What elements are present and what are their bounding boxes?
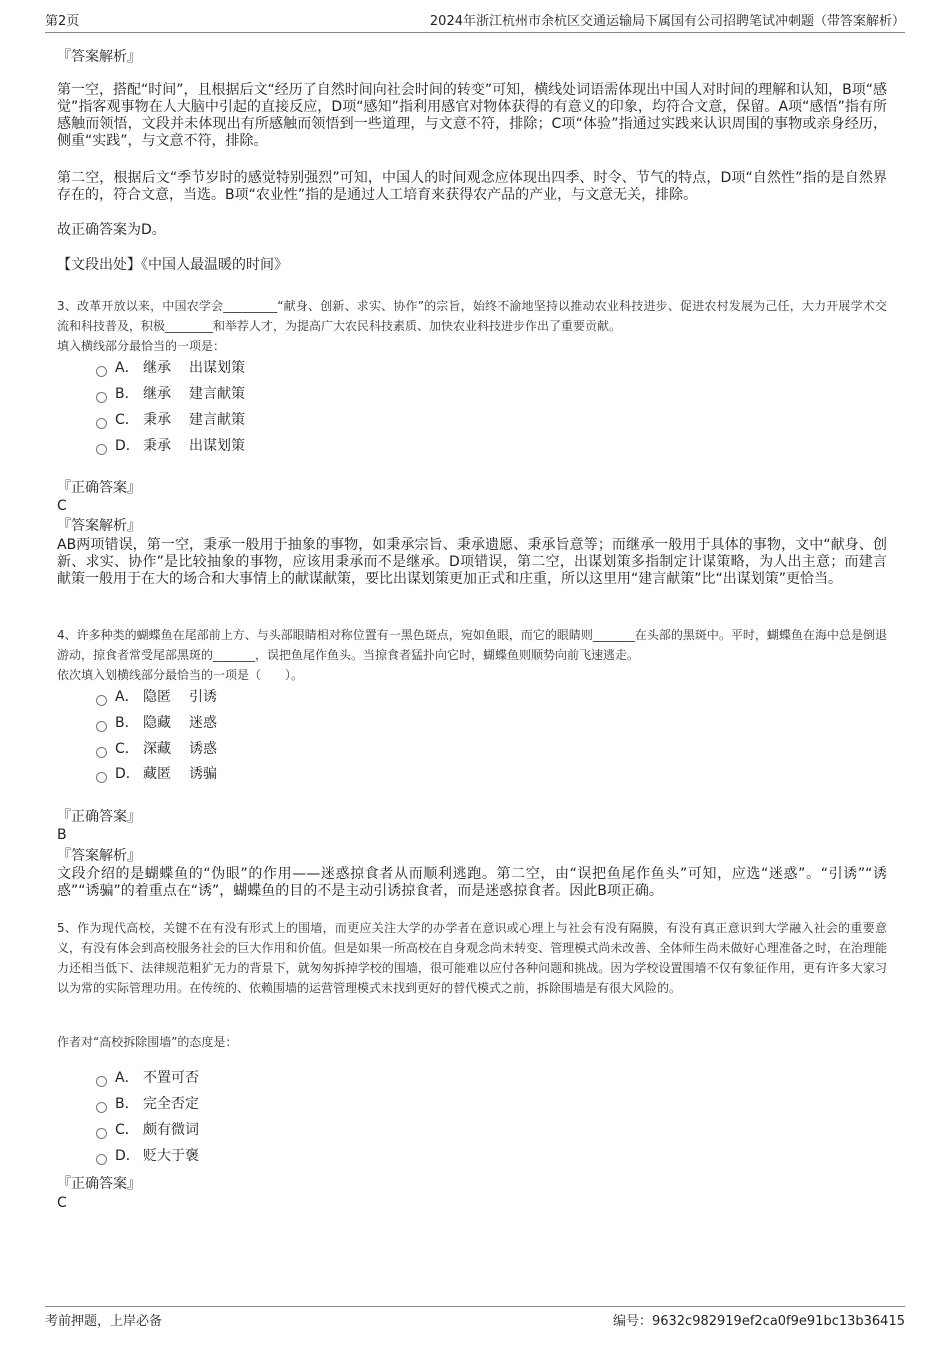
q3-option-d[interactable]: D． 秉承 出谋划策 <box>96 436 245 456</box>
footer-slogan: 考前押题，上岸必备 <box>45 1314 163 1329</box>
q5-option-b[interactable]: B． 完全否定 <box>96 1094 199 1114</box>
q3-answer: C <box>57 498 67 514</box>
radio-icon[interactable] <box>96 1076 107 1087</box>
q2-analysis-label: 『答案解析』 <box>57 49 141 65</box>
document-title: 2024年浙江杭州市余杭区交通运输局下属国有公司招聘笔试冲刺题（带答案解析） <box>429 14 905 29</box>
radio-icon[interactable] <box>96 1128 107 1139</box>
q2-analysis-paragraph-2: 第二空，根据后文“季节岁时的感觉特别强烈”可知，中国人的时间观念应体现出四季、时令、节气的特点，D项“自然性”指的是自然界存在的，符合文意，当选。B项“农业性”指的是通过人工培育来获得农产品的产业，与文意无关，排除。 <box>57 170 887 203</box>
radio-icon[interactable] <box>96 1154 107 1165</box>
page-number: 第2页 <box>45 14 80 29</box>
q5-answer: C <box>57 1195 67 1211</box>
radio-icon[interactable] <box>96 747 107 758</box>
radio-icon[interactable] <box>96 418 107 429</box>
q5-option-a[interactable]: A． 不置可否 <box>96 1068 199 1088</box>
q5-answer-label: 『正确答案』 <box>57 1176 141 1192</box>
q3-analysis-label: 『答案解析』 <box>57 518 141 534</box>
q3-option-a[interactable]: A． 继承 出谋划策 <box>96 358 245 378</box>
q3-option-c[interactable]: C． 秉承 建言献策 <box>96 410 245 430</box>
q4-prompt: 依次填入划横线部分最恰当的一项是（ ）。 <box>57 668 304 682</box>
q5-option-c[interactable]: C． 颇有微词 <box>96 1120 199 1140</box>
q4-answer-label: 『正确答案』 <box>57 809 141 825</box>
q3-analysis: AB两项错误，第一空，秉承一般用于抽象的事物，如秉承宗旨、秉承遗愿、秉承旨意等；而继承一般用于具体的事物，文中“献身、创新、求实、协作”是比较抽象的事物，应该用秉承而不是继承。D项错误，第二空，出谋划策多指制定计谋策略，为人出主意；而建言献策一般用于在大的场合和大事情上的献谋献策，要比出谋划策更加正式和庄重，所以这里用“建言献策”比“出谋划策”更恰当。 <box>57 537 887 587</box>
q5-stem: 5、作为现代高校，关键不在有没有形式上的围墙，而更应关注大学的办学者在意识或心理上与社会有没有隔膜，有没有真正意识到大学融入社会的重要意义，有没有体会到高校服务社会的巨大作用和价值。但是如果一所高校在自身观念尚未转变、管理模式尚未改善、全体师生尚未做好心理准备之时，在治理能力还相当低下、法律规范粗犷无力的背景下，就匆匆拆掉学校的围墙，很可能难以应付各种问题和挑战。因为学校设置围墙不仅有象征作用，更有许多大家习以为常的实际管理功用。在传统的、依赖围墙的运营管理模式未找到更好的替代模式之前，拆除围墙是有很大风险的。 <box>57 921 887 995</box>
q3-option-b[interactable]: B． 继承 建言献策 <box>96 384 245 404</box>
document-id: 编号：9632c982919ef2ca0f9e91bc13b36415 <box>612 1314 905 1329</box>
q4-stem: 4、许多种类的蝴蝶鱼在尾部前上方、与头部眼睛相对称位置有一黑色斑点，宛如鱼眼，而它的眼睛则_______在头部的黑斑中。平时，蝴蝶鱼在海中总是倒退游动，掠食者常受尾部黑斑的_______，误把鱼尾作鱼头。当掠食者猛扑向它时，蝴蝶鱼则顺势向前飞速逃走。 <box>57 628 887 662</box>
q2-conclusion: 故正确答案为D。 <box>57 222 166 238</box>
q4-option-b[interactable]: B． 隐藏 迷惑 <box>96 713 217 733</box>
radio-icon[interactable] <box>96 721 107 732</box>
radio-icon[interactable] <box>96 695 107 706</box>
q4-answer: B <box>57 827 67 843</box>
q3-stem: 3、改革开放以来，中国农学会_________“献身、创新、求实、协作”的宗旨，始终不渝地坚持以推动农业科技进步、促进农村发展为己任，大力开展学术交流和科技普及，积极________和举荐人才，为提高广大农民科技素质、加快农业科技进步作出了重要贡献。 <box>57 299 887 333</box>
radio-icon[interactable] <box>96 772 107 783</box>
radio-icon[interactable] <box>96 444 107 455</box>
q5-prompt: 作者对“高校拆除围墙”的态度是： <box>57 1035 238 1049</box>
q4-option-c[interactable]: C． 深藏 诱惑 <box>96 739 217 759</box>
q3-answer-label: 『正确答案』 <box>57 480 141 496</box>
radio-icon[interactable] <box>96 366 107 377</box>
radio-icon[interactable] <box>96 392 107 403</box>
q2-source: 【文段出处】《中国人最温暖的时间》 <box>57 257 288 273</box>
q3-prompt: 填入横线部分最恰当的一项是： <box>57 339 226 353</box>
q4-option-a[interactable]: A． 隐匿 引诱 <box>96 687 217 707</box>
q5-option-d[interactable]: D． 贬大于褒 <box>96 1146 199 1166</box>
q4-analysis-label: 『答案解析』 <box>57 848 141 864</box>
q4-option-d[interactable]: D． 藏匿 诱骗 <box>96 764 217 784</box>
q2-analysis-paragraph-1: 第一空，搭配“时间”，且根据后文“经历了自然时间向社会时间的转变”可知，横线处词语需体现出中国人对时间的理解和认知，B项“感觉”指客观事物在人大脑中引起的直接反应，D项“感知”指利用感官对物体获得的有意义的印象，均符合文意，保留。A项“感悟”指有所感触而领悟，文段并未体现出有所感触而领悟到一些道理，与文意不符，排除；C项“体验”指通过实践来认识周围的事物或亲身经历，侧重“实践”，与文意不符，排除。 <box>57 82 887 149</box>
q4-analysis: 文段介绍的是蝴蝶鱼的“伪眼”的作用——迷惑掠食者从而顺利逃跑。第二空，由“误把鱼尾作鱼头”可知，应选“迷惑”。“引诱”“诱惑”“诱骗”的着重点在“诱”，蝴蝶鱼的目的不是主动引诱掠食者，而是迷惑掠食者。因此B项正确。 <box>57 866 887 899</box>
radio-icon[interactable] <box>96 1102 107 1113</box>
page-footer <box>45 1306 905 1333</box>
page-header <box>45 6 905 33</box>
